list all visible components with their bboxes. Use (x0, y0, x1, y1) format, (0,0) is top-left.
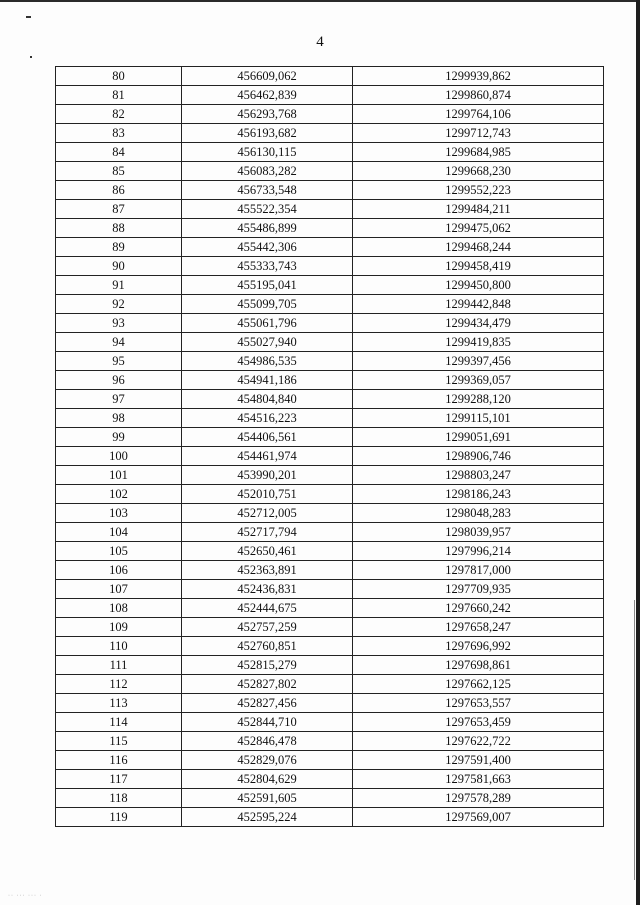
y-coordinate-cell: 1299288,120 (353, 390, 604, 409)
y-coordinate-cell: 1299764,106 (353, 105, 604, 124)
table-row (56, 352, 604, 371)
y-coordinate-cell: 1297696,992 (353, 637, 604, 656)
x-coordinate-cell: 456293,768 (182, 105, 353, 124)
y-coordinate-cell: 1299468,244 (353, 238, 604, 257)
y-coordinate-cell: 1299450,800 (353, 276, 604, 295)
table-row (56, 599, 604, 618)
x-coordinate-cell: 456733,548 (182, 181, 353, 200)
point-number-cell: 93 (56, 314, 182, 333)
table-row (56, 409, 604, 428)
y-coordinate-cell: 1297591,400 (353, 751, 604, 770)
x-coordinate-cell: 452444,675 (182, 599, 353, 618)
table-row (56, 314, 604, 333)
x-coordinate-cell: 452717,794 (182, 523, 353, 542)
coordinates-table-body (56, 67, 604, 827)
scan-margin-mark (634, 600, 635, 880)
y-coordinate-cell: 1299939,862 (353, 67, 604, 86)
y-coordinate-cell: 1297622,722 (353, 732, 604, 751)
point-number-cell: 98 (56, 409, 182, 428)
table-row (56, 732, 604, 751)
x-coordinate-cell: 452827,802 (182, 675, 353, 694)
point-number-cell: 119 (56, 808, 182, 827)
x-coordinate-cell: 455099,705 (182, 295, 353, 314)
y-coordinate-cell: 1297578,289 (353, 789, 604, 808)
table-row (56, 181, 604, 200)
x-coordinate-cell: 455333,743 (182, 257, 353, 276)
y-coordinate-cell: 1297660,242 (353, 599, 604, 618)
y-coordinate-cell: 1299684,985 (353, 143, 604, 162)
point-number-cell: 109 (56, 618, 182, 637)
y-coordinate-cell: 1299434,479 (353, 314, 604, 333)
table-row (56, 523, 604, 542)
table-row (56, 466, 604, 485)
x-coordinate-cell: 454406,561 (182, 428, 353, 447)
y-coordinate-cell: 1299860,874 (353, 86, 604, 105)
y-coordinate-cell: 1298803,247 (353, 466, 604, 485)
scan-edge-top (0, 0, 640, 2)
table-row (56, 618, 604, 637)
x-coordinate-cell: 454516,223 (182, 409, 353, 428)
point-number-cell: 86 (56, 181, 182, 200)
x-coordinate-cell: 455195,041 (182, 276, 353, 295)
x-coordinate-cell: 454804,840 (182, 390, 353, 409)
table-row (56, 257, 604, 276)
point-number-cell: 103 (56, 504, 182, 523)
point-number-cell: 92 (56, 295, 182, 314)
table-row (56, 542, 604, 561)
point-number-cell: 113 (56, 694, 182, 713)
y-coordinate-cell: 1297658,247 (353, 618, 604, 637)
scan-artifact-dot (26, 16, 31, 18)
x-coordinate-cell: 455061,796 (182, 314, 353, 333)
table-row (56, 770, 604, 789)
x-coordinate-cell: 456130,115 (182, 143, 353, 162)
point-number-cell: 88 (56, 219, 182, 238)
table-row (56, 428, 604, 447)
x-coordinate-cell: 452595,224 (182, 808, 353, 827)
point-number-cell: 115 (56, 732, 182, 751)
point-number-cell: 118 (56, 789, 182, 808)
table-row (56, 238, 604, 257)
y-coordinate-cell: 1297662,125 (353, 675, 604, 694)
table-row (56, 105, 604, 124)
y-coordinate-cell: 1298186,243 (353, 485, 604, 504)
point-number-cell: 102 (56, 485, 182, 504)
table-row (56, 295, 604, 314)
table-row (56, 713, 604, 732)
y-coordinate-cell: 1298906,746 (353, 447, 604, 466)
x-coordinate-cell: 456193,682 (182, 124, 353, 143)
y-coordinate-cell: 1297653,459 (353, 713, 604, 732)
point-number-cell: 97 (56, 390, 182, 409)
scan-artifact-dot (30, 56, 32, 58)
y-coordinate-cell: 1299115,101 (353, 409, 604, 428)
table-row (56, 485, 604, 504)
y-coordinate-cell: 1299051,691 (353, 428, 604, 447)
point-number-cell: 83 (56, 124, 182, 143)
table-row (56, 276, 604, 295)
x-coordinate-cell: 456462,839 (182, 86, 353, 105)
table-row (56, 561, 604, 580)
table-row (56, 504, 604, 523)
point-number-cell: 80 (56, 67, 182, 86)
point-number-cell: 104 (56, 523, 182, 542)
x-coordinate-cell: 455522,354 (182, 200, 353, 219)
point-number-cell: 105 (56, 542, 182, 561)
x-coordinate-cell: 452804,629 (182, 770, 353, 789)
point-number-cell: 116 (56, 751, 182, 770)
point-number-cell: 91 (56, 276, 182, 295)
x-coordinate-cell: 453990,201 (182, 466, 353, 485)
y-coordinate-cell: 1299419,835 (353, 333, 604, 352)
x-coordinate-cell: 455027,940 (182, 333, 353, 352)
y-coordinate-cell: 1298048,283 (353, 504, 604, 523)
x-coordinate-cell: 452436,831 (182, 580, 353, 599)
table-row (56, 86, 604, 105)
x-coordinate-cell: 452363,891 (182, 561, 353, 580)
y-coordinate-cell: 1297581,663 (353, 770, 604, 789)
scan-edge-right (636, 0, 640, 905)
scan-footer-marks: ·· ··· ··· · (8, 893, 43, 899)
table-row (56, 200, 604, 219)
table-row (56, 789, 604, 808)
y-coordinate-cell: 1297817,000 (353, 561, 604, 580)
y-coordinate-cell: 1299458,419 (353, 257, 604, 276)
point-number-cell: 107 (56, 580, 182, 599)
point-number-cell: 111 (56, 656, 182, 675)
x-coordinate-cell: 452760,851 (182, 637, 353, 656)
x-coordinate-cell: 452844,710 (182, 713, 353, 732)
table-row (56, 694, 604, 713)
table-row (56, 390, 604, 409)
point-number-cell: 90 (56, 257, 182, 276)
y-coordinate-cell: 1298039,957 (353, 523, 604, 542)
point-number-cell: 110 (56, 637, 182, 656)
y-coordinate-cell: 1299369,057 (353, 371, 604, 390)
y-coordinate-cell: 1299442,848 (353, 295, 604, 314)
table-row (56, 656, 604, 675)
table-row (56, 67, 604, 86)
x-coordinate-cell: 455442,306 (182, 238, 353, 257)
point-number-cell: 108 (56, 599, 182, 618)
y-coordinate-cell: 1299668,230 (353, 162, 604, 181)
point-number-cell: 117 (56, 770, 182, 789)
point-number-cell: 112 (56, 675, 182, 694)
table-row (56, 124, 604, 143)
x-coordinate-cell: 456609,062 (182, 67, 353, 86)
point-number-cell: 84 (56, 143, 182, 162)
table-row (56, 143, 604, 162)
x-coordinate-cell: 452010,751 (182, 485, 353, 504)
table-row (56, 333, 604, 352)
y-coordinate-cell: 1299552,223 (353, 181, 604, 200)
x-coordinate-cell: 452712,005 (182, 504, 353, 523)
x-coordinate-cell: 452827,456 (182, 694, 353, 713)
y-coordinate-cell: 1297653,557 (353, 694, 604, 713)
x-coordinate-cell: 452757,259 (182, 618, 353, 637)
x-coordinate-cell: 454941,186 (182, 371, 353, 390)
x-coordinate-cell: 452591,605 (182, 789, 353, 808)
point-number-cell: 106 (56, 561, 182, 580)
table-row (56, 219, 604, 238)
table-row (56, 675, 604, 694)
table-row (56, 751, 604, 770)
y-coordinate-cell: 1297698,861 (353, 656, 604, 675)
point-number-cell: 100 (56, 447, 182, 466)
point-number-cell: 101 (56, 466, 182, 485)
point-number-cell: 99 (56, 428, 182, 447)
point-number-cell: 89 (56, 238, 182, 257)
x-coordinate-cell: 452846,478 (182, 732, 353, 751)
x-coordinate-cell: 456083,282 (182, 162, 353, 181)
point-number-cell: 114 (56, 713, 182, 732)
point-number-cell: 85 (56, 162, 182, 181)
y-coordinate-cell: 1297709,935 (353, 580, 604, 599)
page-number: 4 (316, 34, 324, 50)
table-row (56, 808, 604, 827)
coordinates-table (55, 66, 604, 827)
point-number-cell: 96 (56, 371, 182, 390)
table-row (56, 447, 604, 466)
table-row (56, 162, 604, 181)
table-row (56, 580, 604, 599)
y-coordinate-cell: 1297996,214 (353, 542, 604, 561)
point-number-cell: 87 (56, 200, 182, 219)
point-number-cell: 94 (56, 333, 182, 352)
x-coordinate-cell: 452829,076 (182, 751, 353, 770)
y-coordinate-cell: 1299475,062 (353, 219, 604, 238)
point-number-cell: 82 (56, 105, 182, 124)
x-coordinate-cell: 454461,974 (182, 447, 353, 466)
x-coordinate-cell: 452650,461 (182, 542, 353, 561)
point-number-cell: 95 (56, 352, 182, 371)
y-coordinate-cell: 1297569,007 (353, 808, 604, 827)
y-coordinate-cell: 1299484,211 (353, 200, 604, 219)
y-coordinate-cell: 1299712,743 (353, 124, 604, 143)
table-row (56, 637, 604, 656)
x-coordinate-cell: 455486,899 (182, 219, 353, 238)
x-coordinate-cell: 452815,279 (182, 656, 353, 675)
point-number-cell: 81 (56, 86, 182, 105)
table-row (56, 371, 604, 390)
x-coordinate-cell: 454986,535 (182, 352, 353, 371)
y-coordinate-cell: 1299397,456 (353, 352, 604, 371)
